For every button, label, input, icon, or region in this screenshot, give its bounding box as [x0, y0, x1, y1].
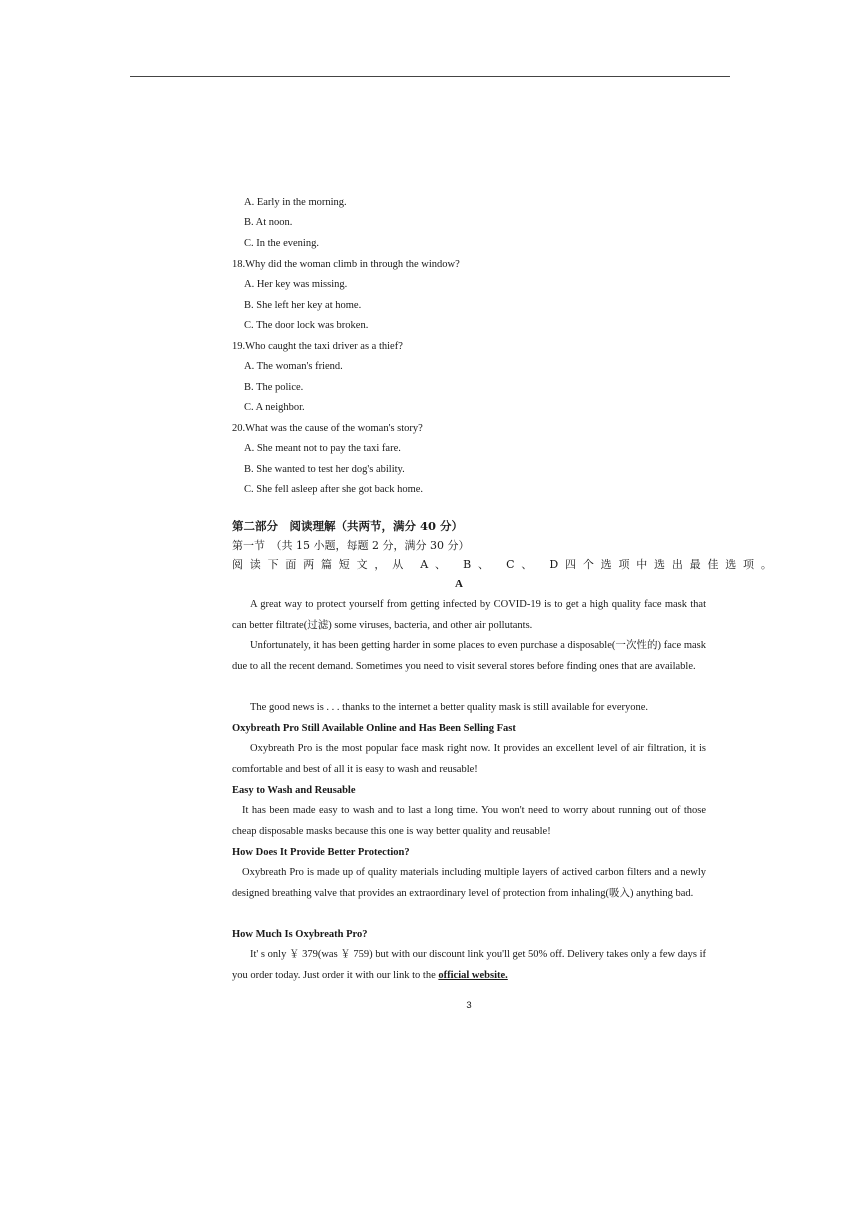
- official-website-link[interactable]: official website.: [438, 969, 508, 981]
- q17-option-a: A. Early in the morning.: [244, 197, 347, 208]
- header-rule: [130, 76, 730, 77]
- subheading-easy-to-wash: Easy to Wash and Reusable: [232, 785, 356, 796]
- paragraph-3: The good news is . . . thanks to the internet a better quality mask is still available for everyone.: [250, 702, 649, 713]
- price-text: It' s only ￥ 379(was ￥ 759) but with our discount link you'll get 50% off. Delivery takes only a few days if you order today. Just order it with our link to the: [232, 949, 706, 981]
- q17-option-c: C. In the evening.: [244, 238, 319, 249]
- subheading-available-online: Oxybreath Pro Still Available Online and Has Been Selling Fast: [232, 723, 516, 734]
- paragraph-6: Oxybreath Pro is made up of quality materials including multiple layers of actived carbon filters and a newly designed breathing valve that provides an extraordinary level of protection from inhaling(吸入) anything bad.: [232, 867, 706, 899]
- q18-option-b: B. She left her key at home.: [244, 300, 362, 311]
- passage-letter: A: [455, 578, 463, 590]
- q19-option-c: C. A neighbor.: [244, 402, 305, 413]
- page-number: 3: [466, 1000, 472, 1011]
- q18-option-c: C. The door lock was broken.: [244, 320, 369, 331]
- q20-option-c: C. She fell asleep after she got back home.: [244, 484, 424, 495]
- subheading-price: How Much Is Oxybreath Pro?: [232, 929, 368, 940]
- paragraph-1: A great way to protect yourself from getting infected by COVID-19 is to get a high quality face mask that can better filtrate(过滤) some viruses, bacteria, and other air pollutants.: [232, 599, 706, 631]
- q18-option-a: A. Her key was missing.: [244, 279, 348, 290]
- q20-option-a: A. She meant not to pay the taxi fare.: [244, 443, 401, 454]
- section-part1: 第一节 （共 15 小题，每题 2 分，满分 30 分）: [232, 539, 470, 552]
- q17-option-b: B. At noon.: [244, 217, 293, 228]
- paragraph-2: Unfortunately, it has been getting harder in some places to even purchase a disposable(一次性的) face mask due to all the recent demand. Sometimes you need to visit several stores before finding ones that are available.: [232, 640, 706, 672]
- subheading-protection: How Does It Provide Better Protection?: [232, 847, 410, 858]
- question-20: 20.What was the cause of the woman's story?: [232, 423, 423, 434]
- paragraph-4: Oxybreath Pro is the most popular face mask right now. It provides an excellent level of air filtration, it is comfortable and best of all it is easy to wash and reusable!: [232, 743, 706, 775]
- q20-option-b: B. She wanted to test her dog's ability.: [244, 464, 405, 475]
- question-18: 18.Why did the woman climb in through the window?: [232, 259, 460, 270]
- section-title: 第二部分 阅读理解（共两节，满分 40 分）: [232, 519, 464, 533]
- q19-option-b: B. The police.: [244, 382, 304, 393]
- q19-option-a: A. The woman's friend.: [244, 361, 343, 372]
- question-19: 19.Who caught the taxi driver as a thief?: [232, 341, 403, 352]
- paragraph-5: It has been made easy to wash and to last a long time. You won't need to worry about running out of those cheap disposable masks because this one is way better quality and reusable!: [232, 805, 706, 837]
- paragraph-7: [232, 945, 706, 986]
- section-instruction: 阅读下面两篇短文，从 A、 B、 C、 D四个选项中选出最佳选项。: [232, 558, 779, 571]
